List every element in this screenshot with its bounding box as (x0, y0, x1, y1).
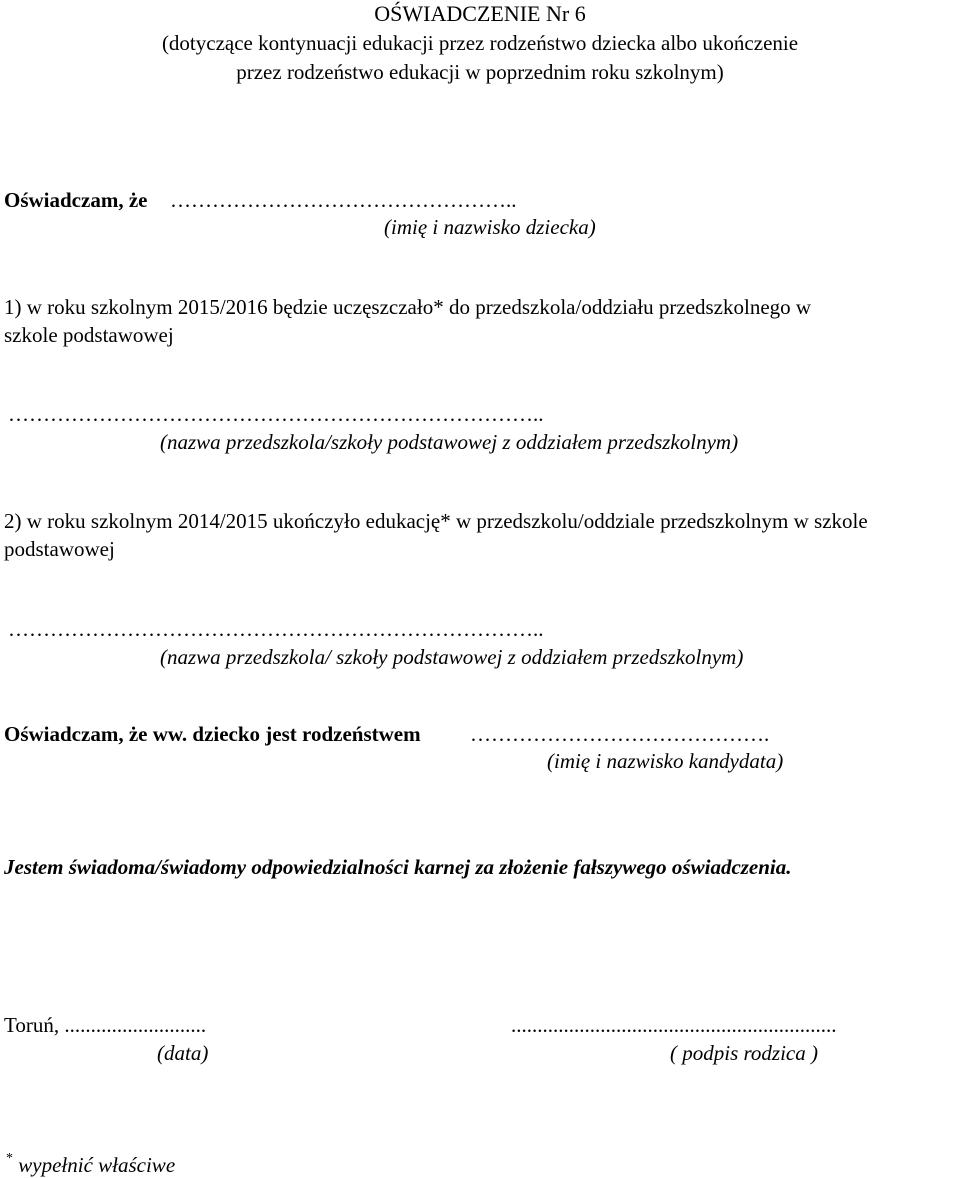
item1-school-name-blank: ………………………………………………………………….. (8, 402, 544, 426)
footnote-text: wypełnić właściwe (18, 1153, 176, 1177)
document-title: OŚWIADCZENIE Nr 6 (374, 1, 586, 26)
item1-text-line1: 1) w roku szkolnym 2015/2016 będzie uczęszczało* do przedszkola/oddziału przedszkolnego w (4, 295, 812, 319)
responsibility-statement: Jestem świadoma/świadomy odpowiedzialności karnej za złożenie fałszywego oświadczenia. (4, 855, 792, 879)
candidate-name-caption: (imię i nazwisko kandydata) (547, 749, 784, 773)
item2-school-name-caption: (nazwa przedszkola/ szkoły podstawowej z oddziałem przedszkolnym) (160, 645, 744, 669)
footnote (6, 1151, 176, 1177)
signature-caption: ( podpis rodzica ) (670, 1041, 818, 1065)
signature-blank: .............................................................. (511, 1013, 837, 1037)
declaration-intro-label: Oświadczam, że (4, 188, 148, 212)
item2-text-line2: podstawowej (4, 537, 115, 561)
child-name-caption: (imię i nazwisko dziecka) (384, 215, 596, 239)
item1-school-name-caption: (nazwa przedszkola/szkoły podstawowej z oddziałem przedszkolnym) (160, 430, 739, 454)
document-subtitle-line1: (dotyczące kontynuacji edukacji przez rodzeństwo dziecka albo ukończenie (161, 31, 799, 55)
item2-school-name-blank: ………………………………………………………………….. (8, 617, 544, 641)
candidate-name-blank: ……………………………………. (470, 722, 770, 746)
item2-text-line1: 2) w roku szkolnym 2014/2015 ukończyło edukację* w przedszkolu/oddziale przedszkolnym w szkole (4, 509, 868, 533)
footnote-mark: * (6, 1151, 13, 1166)
document-subtitle-line2: przez rodzeństwo edukacji w poprzednim roku szkolnym) (236, 60, 724, 84)
place-date-blank: Toruń, ........................... (4, 1013, 207, 1037)
child-name-blank: ………………………………………….. (170, 188, 517, 212)
sibling-declaration-label: Oświadczam, że ww. dziecko jest rodzeństwem (4, 722, 421, 746)
item1-text-line2: szkole podstawowej (4, 323, 174, 347)
date-caption: (data) (157, 1041, 209, 1065)
